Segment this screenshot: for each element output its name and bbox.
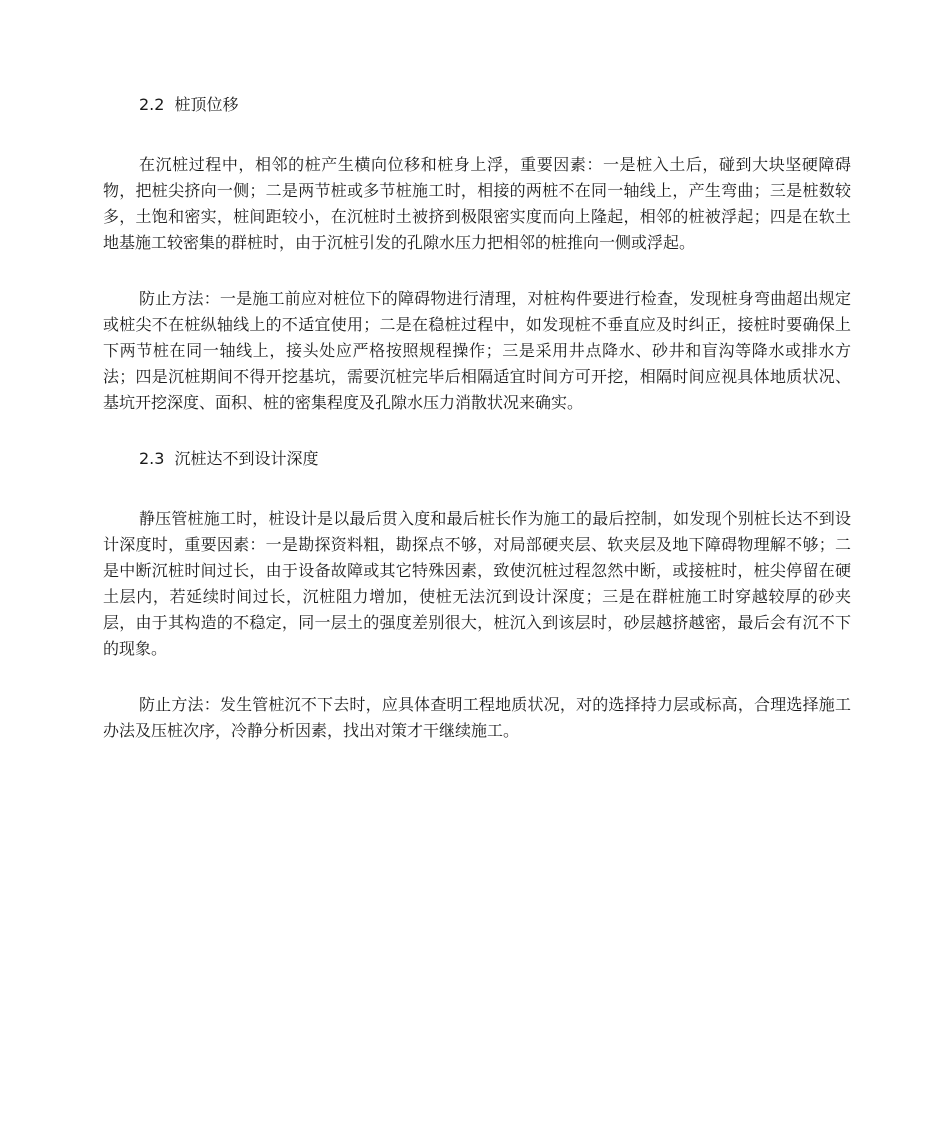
section-number: 2.2 — [139, 95, 165, 114]
section-number: 2.3 — [139, 449, 165, 468]
section-title: 沉桩达不到设计深度 — [174, 449, 319, 468]
paragraph-prevention-2-3: 防止方法：发生管桩沉不下去时，应具体查明工程地质状况，对的选择持力层或标高，合理选择施工办法及压桩次序，冷静分析因素，找出对策才干继续施工。 — [103, 695, 851, 740]
section-heading-2-3 — [103, 446, 851, 472]
paragraph-cause-2-2: 在沉桩过程中，相邻的桩产生横向位移和桩身上浮，重要因素：一是桩入土后，碰到大块坚硬障碍物，把桩尖挤向一侧；二是两节桩或多节桩施工时，相接的两桩不在同一轴线上，产生弯曲；三是桩数较多，土饱和密实，桩间距较小，在沉桩时土被挤到极限密实度而向上隆起，相邻的桩被浮起；四是在软土地基施工较密集的群桩时，由于沉桩引发的孔隙水压力把相邻的桩推向一侧或浮起。 — [103, 155, 851, 252]
paragraph-prevention-2-2: 防止方法：一是施工前应对桩位下的障碍物进行清理，对桩构件要进行检查，发现桩身弯曲超出规定或桩尖不在桩纵轴线上的不适宜使用；二是在稳桩过程中，如发现桩不垂直应及时纠正，接桩时要确保上下两节桩在同一轴线上，接头处应严格按照规程操作；三是采用井点降水、砂井和盲沟等降水或排水方法；四是沉桩期间不得开挖基坑，需要沉桩完毕后相隔适宜时间方可开挖，相隔时间应视具体地质状况、基坑开挖深度、面积、桩的密集程度及孔隙水压力消散状况来确实。 — [103, 289, 851, 412]
section-title: 桩顶位移 — [174, 95, 239, 114]
section-heading-2-2 — [103, 92, 851, 118]
document-body — [103, 92, 851, 744]
paragraph-cause-2-3: 静压管桩施工时，桩设计是以最后贯入度和最后桩长作为施工的最后控制，如发现个别桩长达不到设计深度时，重要因素：一是勘探资料粗，勘探点不够，对局部硬夹层、软夹层及地下障碍物理解不够；二是中断沉桩时间过长，由于设备故障或其它特殊因素，致使沉桩过程忽然中断，或接桩时，桩尖停留在硬土层内，若延续时间过长，沉桩阻力增加，使桩无法沉到设计深度；三是在群桩施工时穿越较厚的砂夹层，由于其构造的不稳定，同一层土的强度差别很大，桩沉入到该层时，砂层越挤越密，最后会有沉不下的现象。 — [103, 509, 851, 658]
